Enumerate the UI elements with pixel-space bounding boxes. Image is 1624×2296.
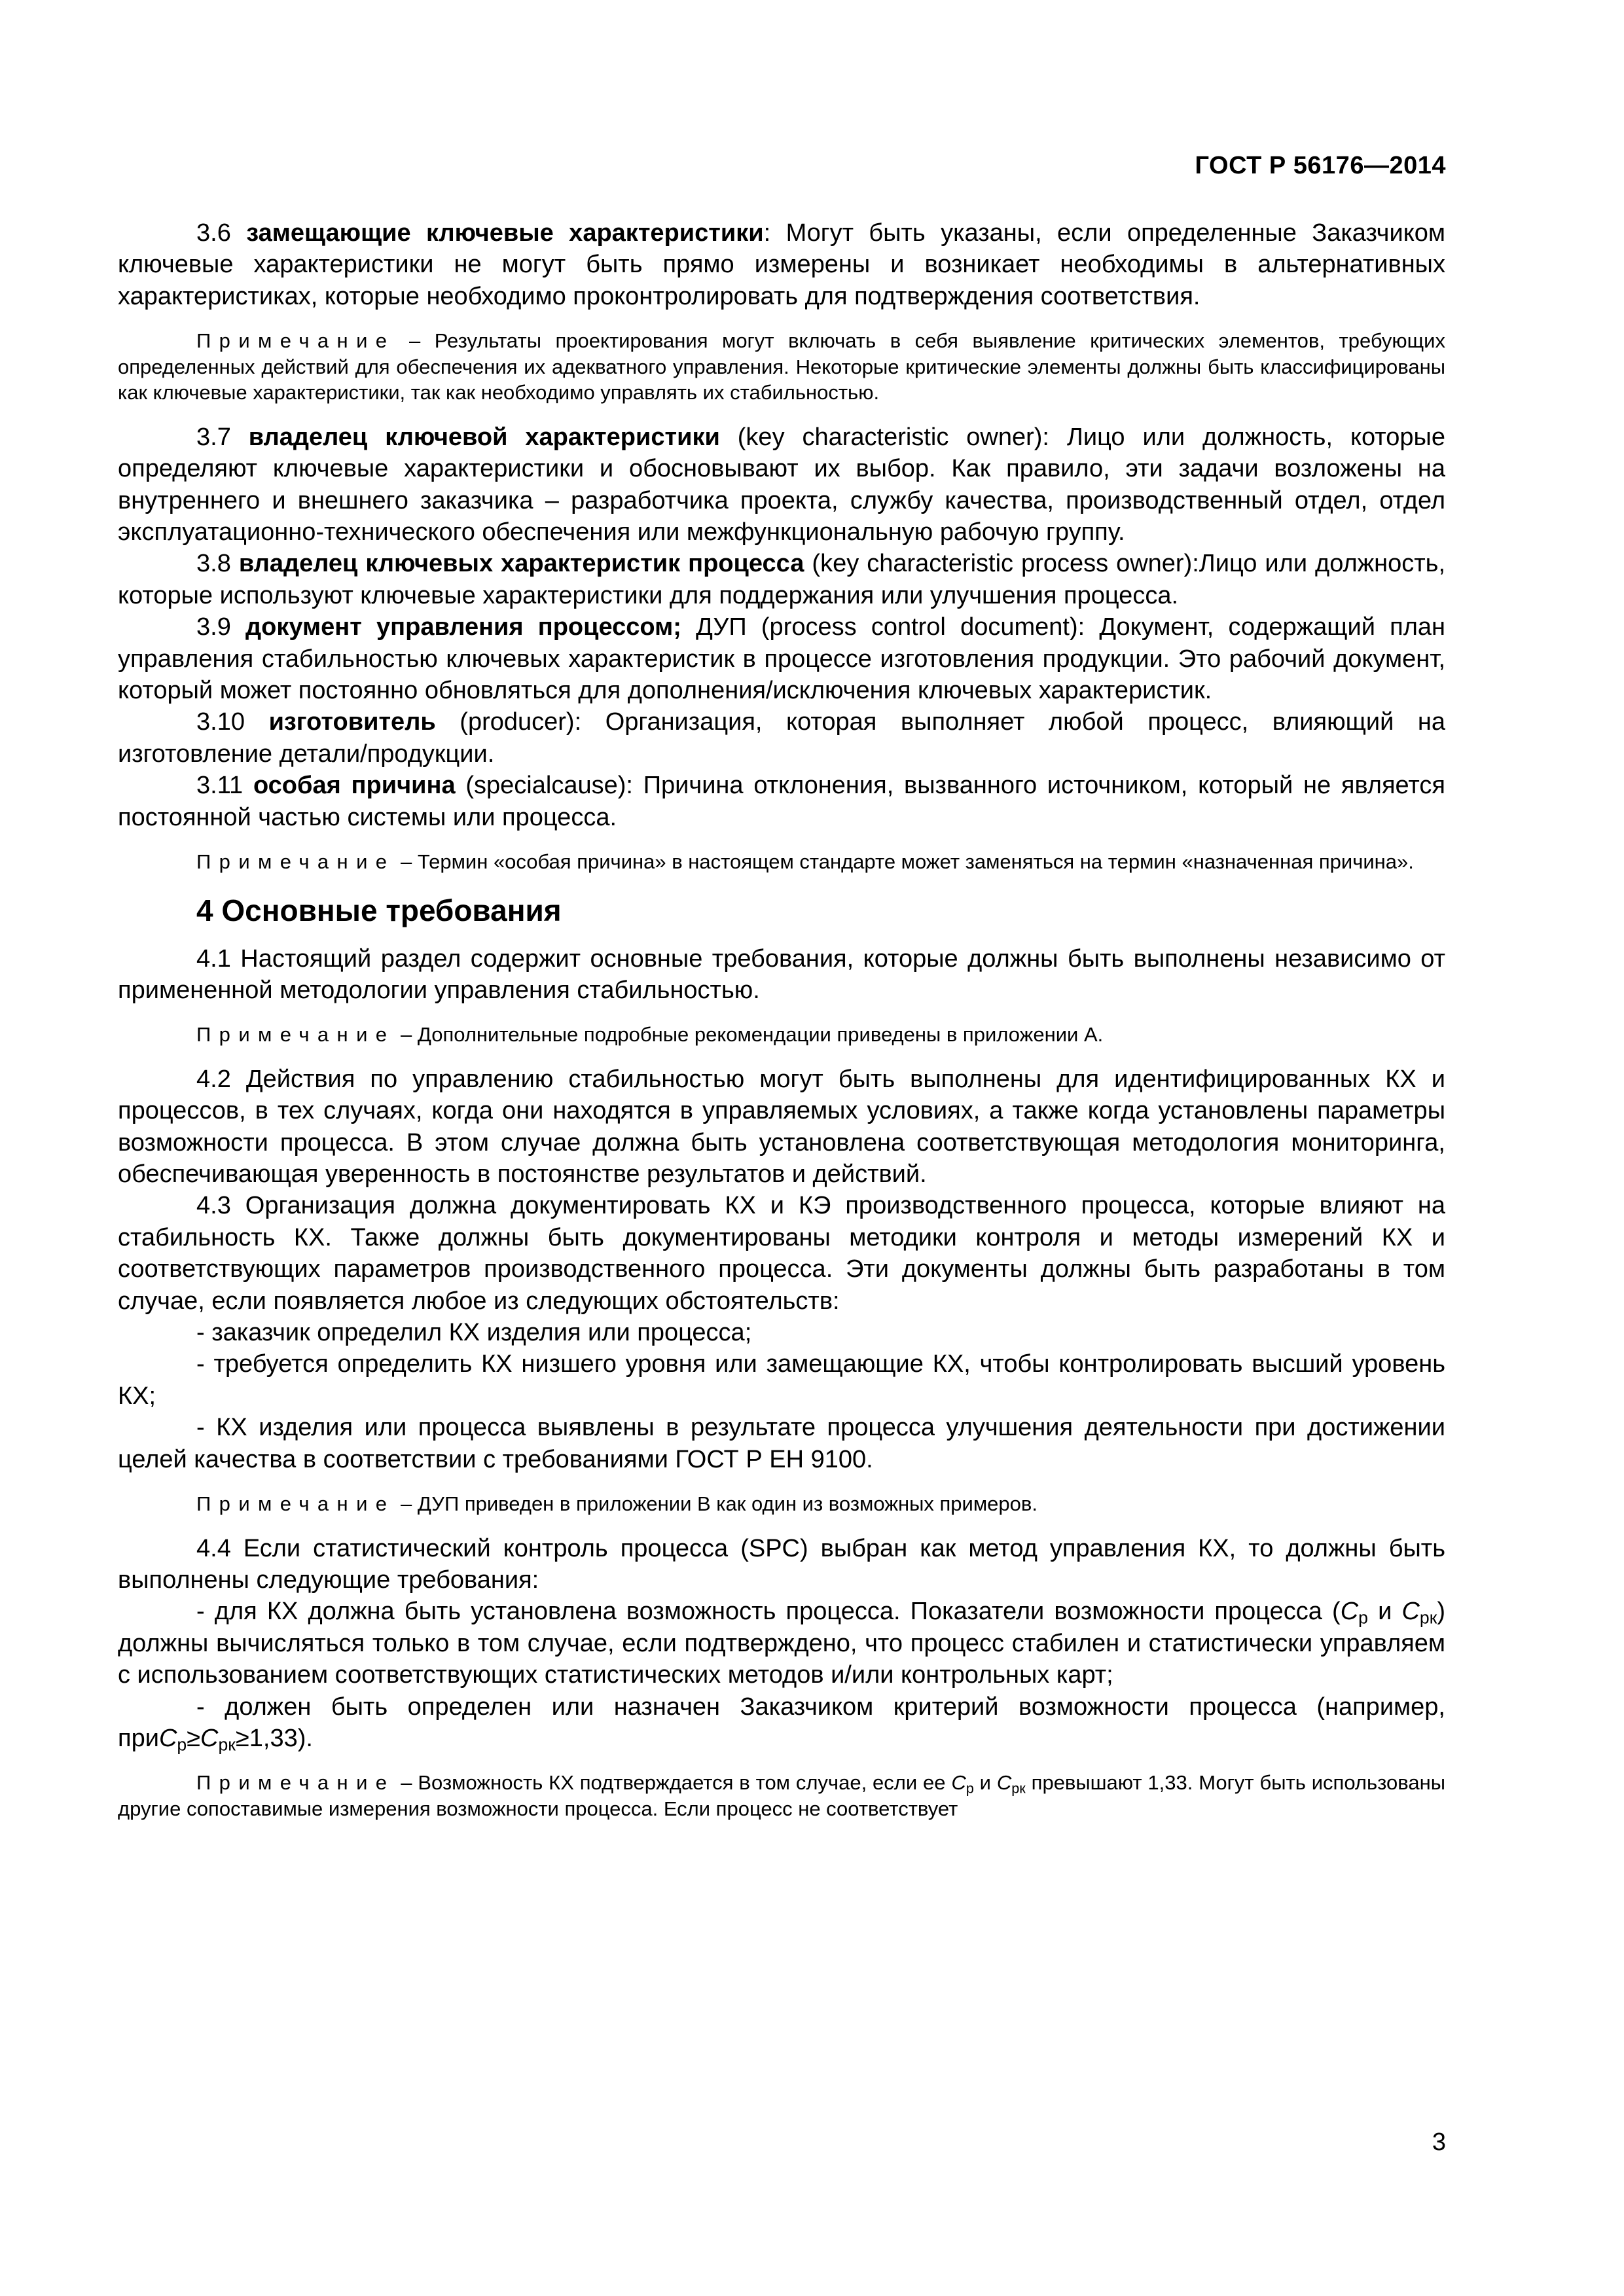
- definition-3-7: 3.7 владелец ключевой характеристики (key characteristic owner): Лицо или должность, которые определяют ключевые характеристики и обосновывают их выбор. Как правило, эти задачи возложены на внутреннего и внешнего заказчика – разработчика проекта, службу качества, производственный отдел, отдел эксплуатационно-технического обеспечения или межфункциональную рабочую группу.: [118, 423, 1445, 546]
- note-label: Примечание: [196, 1023, 395, 1047]
- paragraph-4-2: 4.2 Действия по управлению стабильностью могут быть выполнены для идентифицированных КХ и процессов, в тех случаях, когда они находятся в управляемых условиях, а также когда установлены параметры возможности процесса. В этом случае должна быть установлена соответствующая методология мониторинга, обеспечивающая уверенность в постоянстве результатов и действий.: [118, 1065, 1445, 1189]
- term: особая причина: [253, 772, 456, 800]
- definition-3-6: 3.6 замещающие ключевые характеристики: Могут быть указаны, если определенные Заказчиком ключевые характеристики не могут быть прямо измерены и возникает необходимы в альтернативных характеристиках, которые необходимо проконтролировать для подтверждения соответствия.: [118, 219, 1446, 310]
- note-4-4: Примечание – Возможность КХ подтверждается в том случае, если ее $C_р$ и $C_{рк}$ превышают 1,33. Могут быть использованы другие сопоставимые измерения возможности процесса. Если процесс не соответствует: [118, 1771, 1445, 1820]
- term: владелец ключевых характеристик процесса: [238, 550, 804, 578]
- note-label: Примечание: [196, 1492, 395, 1516]
- page-content: [118, 217, 1445, 1821]
- definition-3-10: 3.10 изготовитель (producer): Организация, которая выполняет любой процесс, влияющий на изготовление детали/продукции.: [118, 708, 1445, 768]
- note-4-3: Примечание – ДУП приведен в приложении В как один из возможных примеров.: [196, 1492, 1038, 1516]
- paragraph-4-1: 4.1 Настоящий раздел содержит основные требования, которые должны быть выполнены независимо от примененной методологии управления стабильностью.: [118, 944, 1445, 1004]
- note-3-11: Примечание – Термин «особая причина» в настоящем стандарте может заменяться на термин «назначенная причина».: [196, 850, 1414, 873]
- list-item: - должен быть определен или назначен Заказчиком критерий возможности процесса (например, $приC_р\ge C_{рк}\ge 1,33$).: [118, 1693, 1445, 1755]
- definition-3-9: 3.9 документ управления процессом; ДУП (process control document): Документ, содержащий план управления стабильностью ключевых характеристик в процессе изготовления продукции. Это рабочий документ, который может постоянно обновляться для дополнения/исключения ключевых характеристик.: [118, 613, 1445, 704]
- term: замещающие ключевые характеристики: [246, 219, 764, 247]
- note-3-6: Примечание – Результаты проектирования могут включать в себя выявление критических элементов, требующих определенных действий для обеспечения их адекватного управления. Некоторые критические элементы должны быть классифицированы как ключевые характеристики, так как необходимо управлять их стабильностью.: [118, 329, 1445, 404]
- page-number: 3: [1432, 2128, 1446, 2156]
- term: изготовитель: [268, 708, 436, 736]
- note-label: Примечание: [196, 329, 395, 353]
- section-heading: 4 Основные требования: [196, 893, 562, 927]
- list-item: - заказчик определил КХ изделия или процесса;: [196, 1319, 752, 1347]
- paragraph-4-4: 4.4 Если статистический контроль процесса (SPC) выбран как метод управления КХ, то должны быть выполнены следующие требования:: [118, 1534, 1445, 1594]
- term: владелец ключевой характеристики: [248, 423, 720, 451]
- note-4-1: Примечание – Дополнительные подробные рекомендации приведены в приложении А.: [196, 1023, 1104, 1047]
- document-code-header: ГОСТ Р 56176—2014: [1195, 152, 1446, 179]
- note-label: Примечание: [196, 1771, 395, 1795]
- list-item: - требуется определить КХ низшего уровня или замещающие КХ, чтобы контролировать высший уровень КХ;: [118, 1350, 1445, 1410]
- paragraph-4-3: 4.3 Организация должна документировать КХ и КЭ производственного процесса, которые влияют на стабильность КХ. Также должны быть документированы методики контроля и методы измерений КХ и соответствующих параметров производственного процесса. Эти документы должны быть разработаны в том случае, если появляется любое из следующих обстоятельств:: [118, 1192, 1445, 1315]
- list-item: - для КХ должна быть установлена возможность процесса. Показатели возможности процесса ($C_р$ и $C_{рк}$) должны вычисляться только в том случае, если подтверждено, что процесс стабилен и статистически управляем с использованием соответствующих статистических методов и/или контрольных карт;: [118, 1598, 1445, 1689]
- definition-3-8: 3.8 владелец ключевых характеристик процесса (key characteristic process owner):Лицо или должность, которые используют ключевые характеристики для поддержания или улучшения процесса.: [118, 550, 1445, 609]
- note-label: Примечание: [196, 850, 395, 873]
- definition-3-11: 3.11 особая причина (specialcause): Причина отклонения, вызванного источником, который не является постоянной частью системы или процесса.: [118, 772, 1445, 831]
- list-item: - КХ изделия или процесса выявлены в результате процесса улучшения деятельности при достижении целей качества в соответствии с требованиями ГОСТ Р ЕН 9100.: [118, 1414, 1445, 1473]
- term: документ управления процессом;: [245, 613, 681, 641]
